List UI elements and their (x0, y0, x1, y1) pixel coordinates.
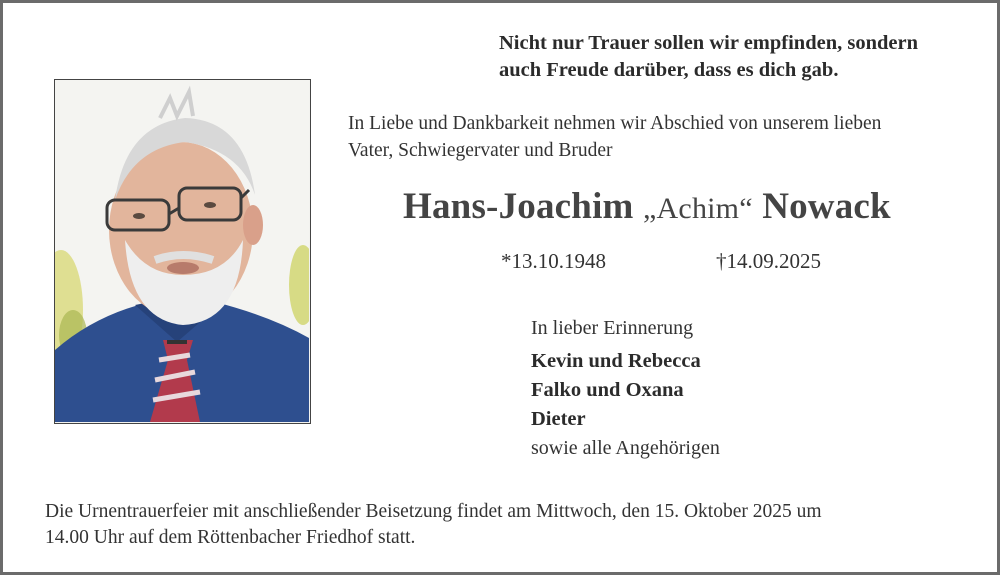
funeral-service-info: Die Urnentrauerfeier mit anschließender Beisetzung findet am Mittwoch, den 15. Oktober 2025 um 14.00 Uhr auf dem Röttenbacher Friedhof statt. (45, 501, 822, 548)
nickname: „Achim“ (643, 192, 753, 225)
mourner-item: Dieter (531, 408, 586, 430)
mourner-item: sowie alle Angehörigen (531, 437, 720, 459)
mourners-list (531, 347, 720, 463)
deceased-name (403, 185, 891, 228)
death-date: †14.09.2025 (716, 249, 821, 273)
first-name: Hans-Joachim (403, 186, 634, 227)
intro-text: In Liebe und Dankbarkeit nehmen wir Abschied von unserem lieben Vater, Schwiegervater und Bruder (348, 113, 882, 161)
motto-quote: Nicht nur Trauer sollen wir empfinden, sondern auch Freude darüber, dass es dich gab. (499, 32, 918, 81)
mourner-item: Kevin und Rebecca (531, 350, 701, 372)
birth-date: *13.10.1948 (501, 249, 606, 273)
memory-line: In lieber Erinnerung (531, 317, 694, 339)
mourner-item: Falko und Oxana (531, 379, 684, 401)
portrait-photo (54, 79, 311, 424)
last-name: Nowack (762, 186, 891, 227)
